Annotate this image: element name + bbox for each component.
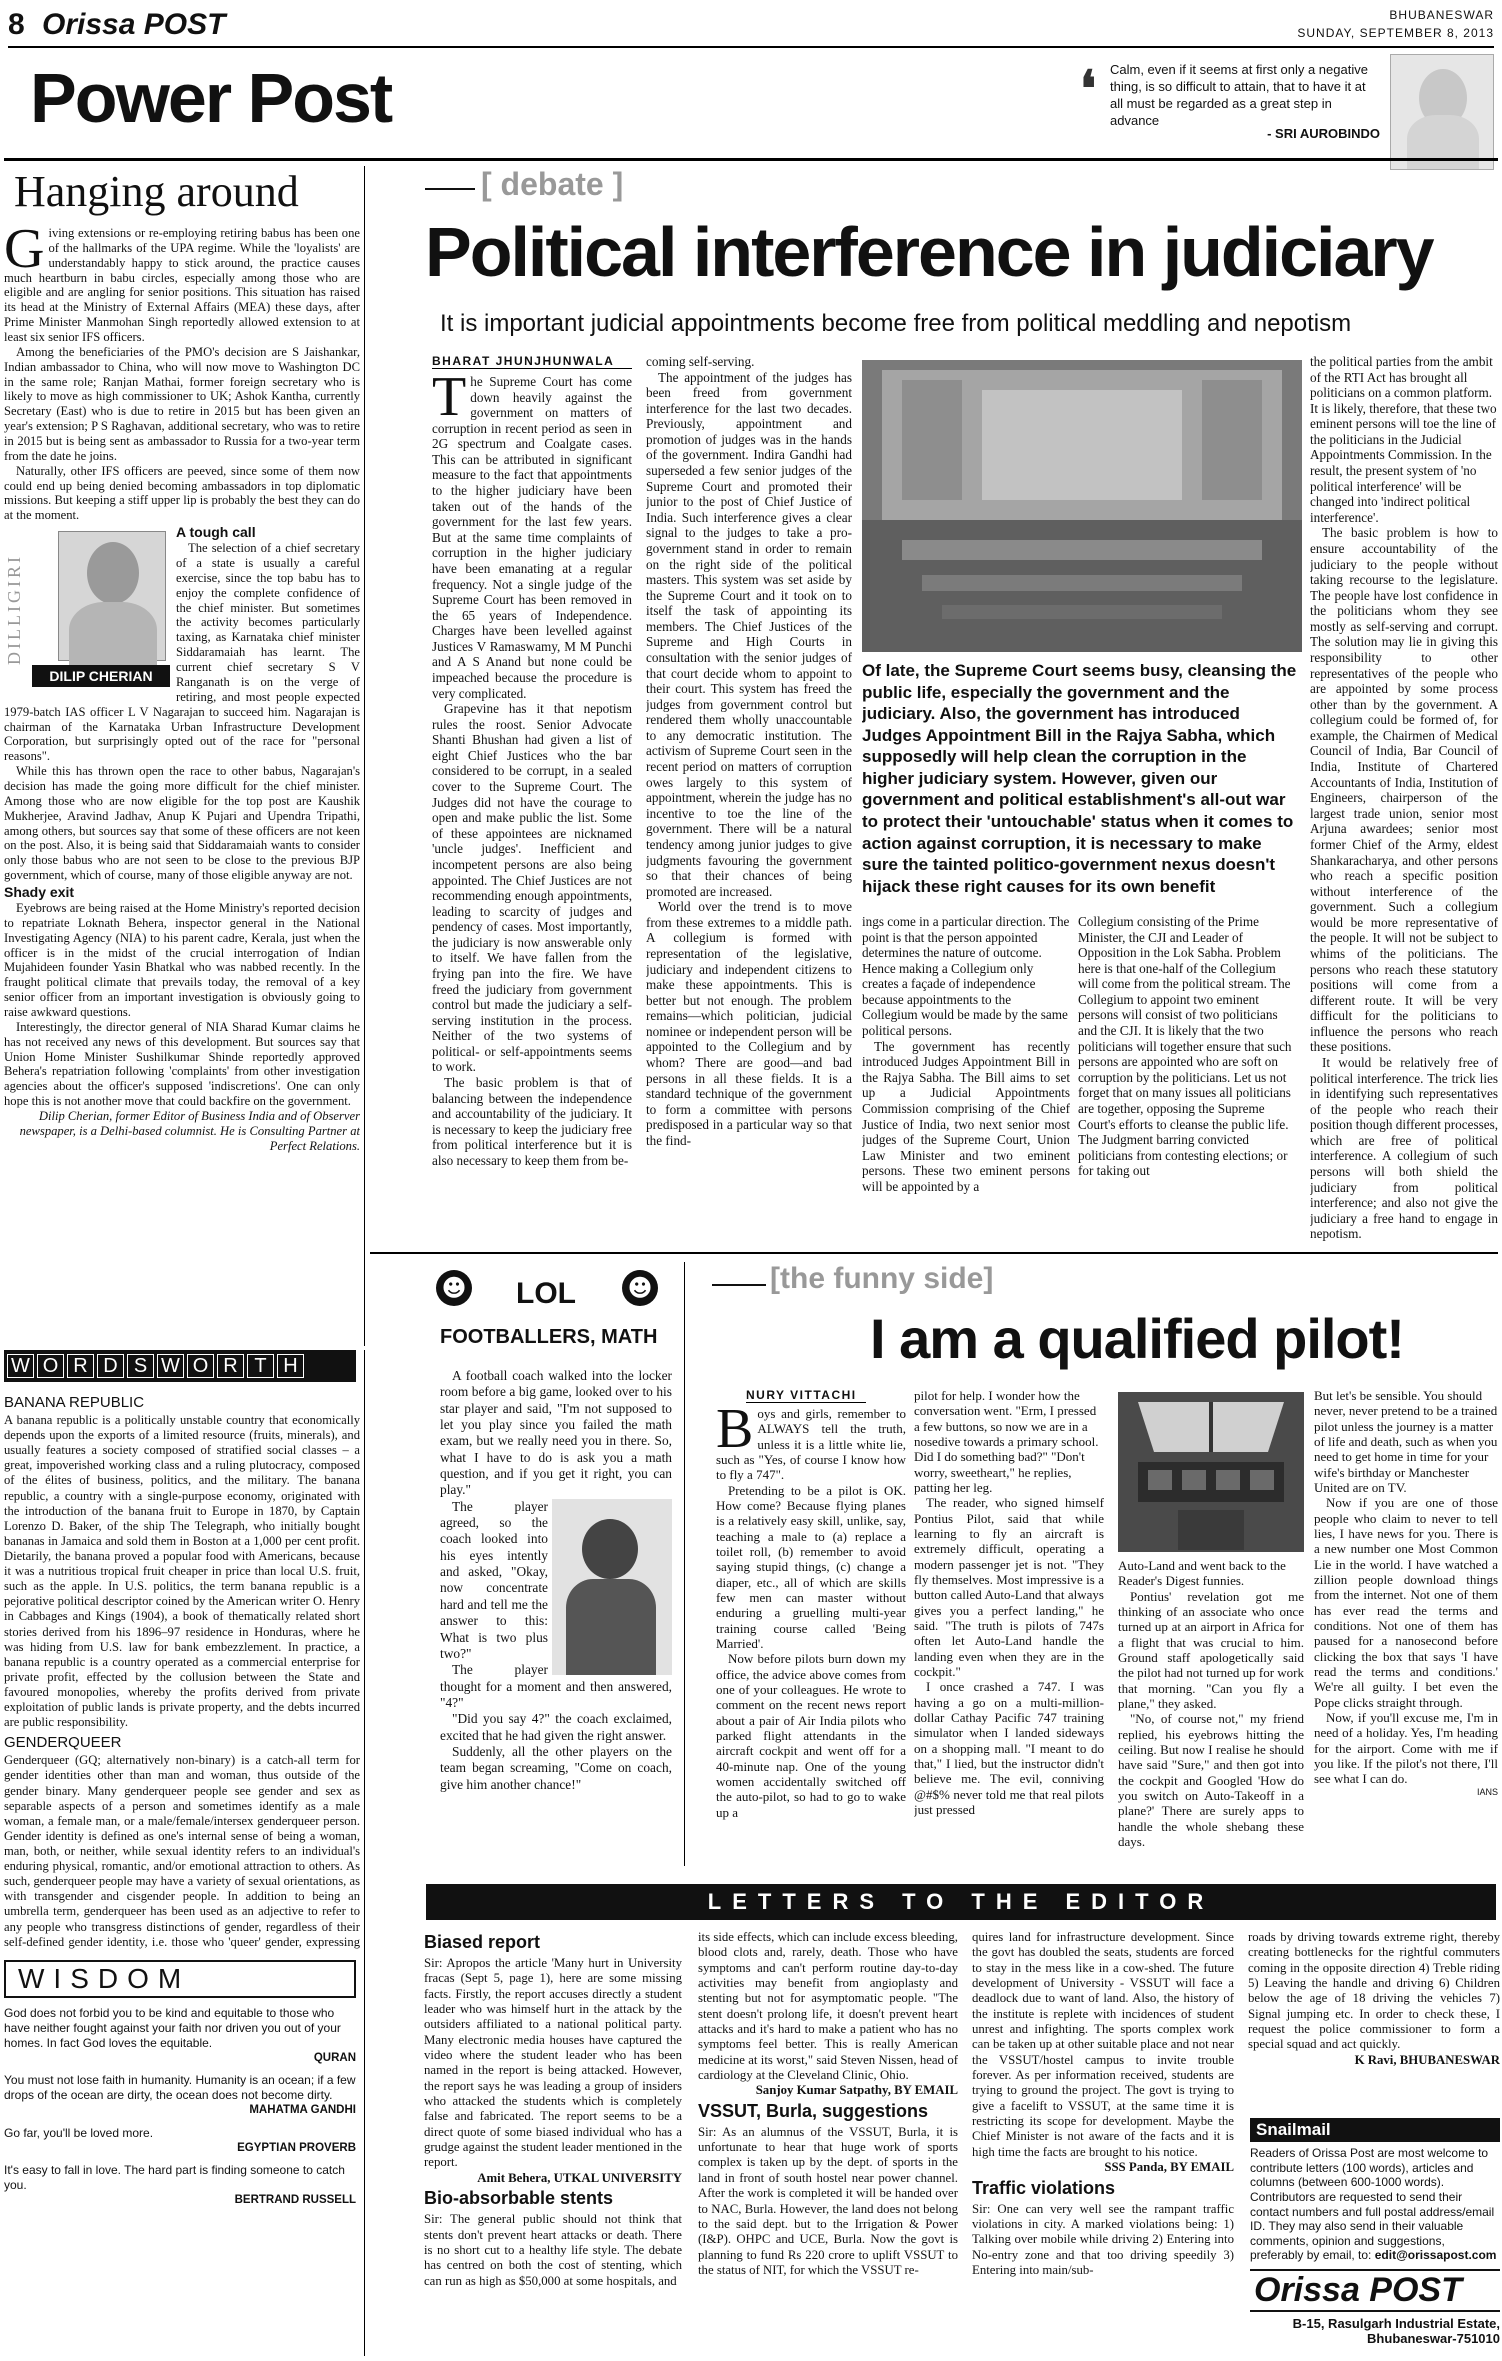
edition-date: SUNDAY, SEPTEMBER 8, 2013: [1297, 26, 1494, 40]
dropcap: B: [716, 1406, 754, 1460]
article-text: Collegium consisting of the Prime Minister, the CJI and Leader of Opposition in the Lok Sabha. Problem here is that one-half of the Collegium will come from the political stream. The Collegium to appoint two eminent persons will consist of two politicians and the CJI. It is likely that the two politicians will together ensure that such persons are appointed who are soft on corruption by the politicians. Let us not forget that on many issues all politicians are together, opposing the Supreme Court's efforts to cleanse the public life. The Judgment barring convicted politicians from contesting elections; or for taking out: [1078, 914, 1292, 1179]
article-paragraph: Pretending to be a pilot is OK. How come? Because flying planes is a relatively easy skill, unlike, say, teaching a male to (a) replace a toilet roll, (b) remember to avoid saying stupid things, (c) change a diaper, etc., all of which are skills few men can master without enduring a gruelling multi-year training course called 'Being Married'.: [716, 1482, 906, 1651]
article-text: pilot for help. I wonder how the conversation went. "Erm, I pressed a few buttons, so now we are in a nosedive towards a primary school. Did I do something bad?" "Don't worry, sweetheart," he replies, patting her leg.: [914, 1388, 1099, 1495]
letter-body: quires land for infrastructure development. Since the govt has doubled the seats, students are forced to stay in the mess like in a cow-shed. The future development of University - VSSUT will face a deadlock due to want of land. Also, the history of the institute is replete with incidences of student unrest and infighting. The sports complex work can be taken up at other suitable place and not near the VSSUT/hostel campus to invite trouble forever. As per information received, students are trying to ground the project. The govt is trying to give a facelift to VSSUT, at the same time it is restricting its scope for development. Maybe the Chief Minister is not aware of the facts and it is high time the facts are brought to his notice.: [972, 1930, 1234, 2159]
letter-body: roads by driving towards extreme right, thereby creating bottlenecks for the rightful commuters coming in the opposite direction 4) Treble riding 5) Leaving the handle and driving 6) Children below the age of 18 driving the vehicles 7) Signal jumping etc. In order to check these, I request the police commissioner to form a special squad and act quickly.: [1248, 1930, 1500, 2052]
banner-letter: T: [247, 1354, 274, 1378]
debate-column-2: [646, 354, 852, 1244]
letter-body: Sir: Apropos the article 'Many hurt in University fracas (Sept 5, page 1), here are some missing facts. Firstly, the report accuses directly a student leader who was himself hurt in the attack by the outsiders affiliated to a national political party. Many electronic media houses have captured the video where the student leader who has been named in the report is being attacked. However, the report says he was leading a group of insiders who attacked the students which is completely false and fabricated. The report seems to be a direct quote of some biased individual who has a grudge against the student leader mentioned in the report.: [424, 1956, 682, 2170]
banner-letter: R: [67, 1354, 94, 1378]
laughing-face-icon: ☻: [622, 1270, 658, 1306]
masthead-rule: [8, 46, 1494, 48]
article-paragraph: Interestingly, the director general of NIA Sharad Kumar claims he has not received any news of this development. But sources say that Union Home Minister Sushilkumar Shinde reportedly approved Behera's repatriation following 'complaints' from other investigation agencies about the officer's supposed 'indiscretions'. One can only hope this is not another move that could backfire on the government.: [4, 1019, 360, 1109]
edition-city: BHUBANESWAR: [1389, 8, 1494, 22]
joke-paragraph: Suddenly, all the other players on the team began screaming, "Come on coach, give him another chance!": [440, 1743, 672, 1792]
article-paragraph: While this has thrown open the race to other babus, Nagarajan's decision has made the going more difficult for the chief minister. Among those who are now eligible for the top post are Kaushik Mukherjee, Aravind Jadhav, Anup K Pujari and Upendra Tripathi, among others, but sources say that some of these officers are not keen on the post. Also, it is being said that Siddaramaiah wants to consider only those babus who are not seen to be close to the previous BJP government, which of course, many of those eligible anyway are not.: [4, 764, 360, 883]
debate-column-1: [432, 374, 632, 1244]
quote-text: It's easy to fall in love. The hard part is finding someone to catch you.: [4, 2163, 345, 2193]
article-paragraph: World over the trend is to move from these extremes to a middle path. A collegium is formed with representation of the legislative, judiciary and independent citizens to make these appointments. This is better but not enough. The problem remains—which politician, judicial nominee or independent person will be appointed to the Collegium and by whom? There are good—and bad persons in all these fields. It is a standard technique of the government to form a committee with persons predisposed in a particular way so that the find-: [646, 899, 852, 1148]
snailmail-email-link[interactable]: edit@orissapost.com: [1374, 2248, 1497, 2263]
page-number: 8: [8, 8, 25, 41]
article-text: ings come in a particular direction. The point is that the person appointed determines the nature of outcome. Hence making a Collegium only creates a façade of independence because appointments to the Collegium would be made by the same political persons.: [862, 914, 1070, 1039]
wordsworth-banner: [4, 1350, 356, 1382]
column-divider: [364, 166, 365, 1346]
letter-title: Traffic violations: [972, 2177, 1116, 2198]
wisdom-quote: [4, 2163, 356, 2207]
masthead-bar: [8, 6, 1494, 46]
debate-byline: BHARAT JHUNJHUNWALA: [432, 354, 632, 369]
wisdom-quote: [4, 2073, 356, 2117]
section-divider: [370, 1252, 1498, 1254]
banner-letter: W: [157, 1354, 184, 1378]
funny-side-byline: NURY VITTACHI: [746, 1388, 866, 1403]
letter-title: VSSUT, Burla, suggestions: [698, 2100, 929, 2121]
letter-signature: Amit Behera, UTKAL UNIVERSITY: [477, 2170, 682, 2185]
article-paragraph: The appointment of the judges has been freed from government interference for the last two decades. Previously, appointment and promotion of judges was in the hands of the government. Indira Gandhi had superseded a few senior judges of the Supreme Court and promoted their junior to the post of Chief Justice of India. Such interference gives a clear signal to the judges to take a pro-government stand in order to remain on the right side of the political masters. This system was set aside by the Supreme Court and it took on to itself the task of appointing its members. The Chief Justices of the Supreme and High Courts in consultation with the senior judges of that court decide whom to appoint to their court. This system has freed the judges from government control but rendered them wholly unaccountable to any democratic institution. The activism of Supreme Court seen in the recent period on matters of corruption owes largely to this system of appointment, wherein the judge has no incentive to toe the line of the government. There will be a natural tendency among junior judges to give judgments favouring the government so that their chances of being promoted are increased.: [646, 369, 852, 899]
term-definition: Genderqueer (GQ; alternatively non-binary) is a catch-all term for gender identities other than man and woman, thus outside of the gender binary. Many genderqueer people see gender and sex as separable aspects of a person and sometimes identify as a male woman, a female man, or a male/female/intersex genderqueer person. Gender identity is defined as one's internal sense of being a woman, man, both, or neither, while sexual identity refers to an individual's enduring physical, romantic, and/or emotional attraction to others. As such, genderqueer people may have a variety of sexual orientations, as with transgender and cisgender people. In addition to being an umbrella term, genderqueer has been used as an adjective to refer to any people who transgress distinctions of gender, regardless of their self-defined gender identity, i.e. those who 'queer' gender, expressing: [4, 1753, 360, 1949]
joke-paragraph: The player thought for a moment and then answered, "4?": [440, 1662, 672, 1710]
quote-text: God does not forbid you to be kind and equitable to those who have neither fought against your faith nor driven you out of your homes. In fact God loves the equitable.: [4, 2006, 341, 2050]
article-paragraph: I once crashed a 747. I was having a go on a multi-million-dollar Cathay Pacific 747 training simulator when I landed sideways on a shopping mall. "I meant to do that," I lied, but the instructor didn't believe me. The evil, conniving @#$% never told me that real pilots just pressed: [914, 1679, 1104, 1817]
funny-column-1: [716, 1406, 906, 1860]
banner-letter: H: [277, 1354, 304, 1378]
article-paragraph: The government has recently introduced Judges Appointment Bill in the Rajya Sabha. The Bill aims to set up a Judicial Appointments Commission comprising of the Chief Justice of India, two next senior most judges of the Supreme Court, Union Law Minister and two eminent persons. These two eminent persons will be appointed by a: [862, 1038, 1070, 1194]
article-paragraph: Among the beneficiaries of the PMO's decision are S Jaishankar, Indian ambassador to China, who will now move to Washington DC in the same role; Ranjan Mathai, former foreign secretary who is likely to move as high commissioner to UK; Ashok Kantha, currently Secretary (East) who is due to retire in 2015 but has been given an year's extension; P S Raghavan, additional secretary, who was to retire in 2015 but is being sent as ambassador to Russia for a two-year term from the date he joins.: [4, 344, 360, 463]
author-caption: DILIP CHERIAN: [32, 665, 170, 687]
header-divider: [4, 158, 1498, 161]
debate-column-3: [862, 914, 1070, 1244]
quote-mark-icon: ❛: [1080, 61, 1097, 117]
quote-author: - SRI AUROBINDO: [1267, 126, 1380, 141]
columnist-box: [4, 525, 170, 693]
supreme-court-photo: [862, 360, 1302, 652]
debate-deck: It is important judicial appointments become free from political meddling and nepotism: [440, 310, 1352, 337]
article-text: coming self-serving.: [646, 354, 755, 369]
quote-source: EGYPTIAN PROVERB: [237, 2141, 356, 2154]
snailmail-text: [1250, 2146, 1500, 2263]
paper-name: Orissa POST: [42, 8, 226, 41]
debate-column-4: [1078, 914, 1294, 1244]
joke-paragraph: The player agreed, so the coach looked into his eyes intently and asked, "Okay, now concentrate hard and tell me the answer to this: What is two plus two?": [440, 1498, 548, 1661]
banner-letter: O: [37, 1354, 64, 1378]
article-paragraph: Now, if you'll excuse me, I'm in need of a holiday. Yes, I'm heading for the airport. Come with me if you like. If the pilot's not there, I'll see what I can do.: [1314, 1709, 1498, 1787]
hanging-around-title: Hanging around: [14, 167, 299, 216]
lol-banner: [426, 1264, 668, 1324]
term-heading: GENDERQUEER: [4, 1734, 122, 1752]
snailmail-box: [1250, 2118, 1500, 2358]
quote-text: You must not lose faith in humanity. Humanity is an ocean; if a few drops of the ocean are dirty, the ocean does not become dirty.: [4, 2073, 356, 2103]
tag-rule: [425, 188, 475, 190]
letter-body: its side effects, which can include excess bleeding, blood clots and, rarely, death. Those who have symptoms and can't perform routine day-to-day activities may benefit from angioplasty and stenting but not for asymptomatic people. "The stent doesn't prolong life, it doesn't prevent heart attacks and it's hard to make a patient who has no symptoms feel better. This is really American medicine at its worst," said Steven Nissen, head of cardiology at the Cleveland Clinic, Ohio.: [698, 1930, 958, 2083]
funny-side-label: [the funny side]: [770, 1262, 994, 1295]
snailmail-body: Readers of Orissa Post are most welcome to contribute letters (100 words), articles and columns (between 600-1000 words). Contributors are requested to send their contact numbers and full postal address/email ID. They may also send in their valuable comments, opinion and suggestions, preferably by email, to:: [1250, 2146, 1495, 2263]
letter-body: Sir: As an alumnus of the VSSUT, Burla, it is unfortunate to hear that huge work of sports complex is taken up by the dept. of sports in the land in front of south hostel near power channel. After the work is completed it will be handed over to NAC, Burla. However, the land does not belong to the said dept. but to the Irrigation & Power (I&P). OHPC and UCE, Burla. Now the govt is planning to fund Rs 220 crore to uplift VSSUT to the status of NIT, for which the VSSUT re-: [698, 2124, 958, 2277]
letter-body: Sir: One can very well see the rampant traffic violations in city. A marked violations being: 1) Talking over mobile while driving 2) Entering into No-entry zone and that too driving speedily 3) Entering into main/sub-: [972, 2201, 1234, 2277]
article-paragraph: The basic problem is how to ensure accountability of the judiciary to the people without taking recourse to the legislature. The people have lost confidence in the politicians whom they see mostly as self-serving and corrupt. The solution may lie in giving this responsibility to other representatives of the people who are appointed by some process other than by the government. A collegium could be formed of, for example, the Chairmen of Medical Council of India, Bar Council of India, Institute of Chartered Accountants of India, Institution of Engineers, chairperson of the largest trade union, senior most Arjuna awardees; senior most former Chief of the Army, eldest Shankaracharya, and other persons who reach a specific position without interference of the government. Such a collegium would be more representative of the people. It will not be subject to whims of the politicians. The persons who reach these statutory positions will come from a different route. It will be very difficult for the politicians to influence the persons who reach these positions.: [1310, 525, 1498, 1055]
photo-caption: Of late, the Supreme Court seems busy, cleansing the public life, especially the government and the judiciary. Also, the government has introduced Judges Appointment Bill in the Rajya Sabha, which supposedly will help clean the corruption in the higher judiciary system. However, given our government and political establishment's all-out war to protect their 'untouchable' status when it comes to action against corruption, it is necessary to make sure the tainted politico-government nexus doesn't hijack these right causes for its own benefit: [862, 661, 1297, 896]
letters-column-3: [972, 1930, 1234, 2358]
letter-signature: K Ravi, BHUBANESWAR: [1354, 2052, 1500, 2067]
lol-title: FOOTBALLERS, MATH: [440, 1326, 658, 1348]
wisdom-corner-title: WISDOM: [4, 1960, 356, 1998]
author-credit: Dilip Cherian, former Editor of Business India and of Observer newspaper, is a Delhi-based columnist. He is Consulting Partner at Perfect Relations.: [19, 1108, 360, 1153]
funny-side-headline: I am a qualified pilot!: [870, 1307, 1404, 1370]
funny-side-tag: [712, 1260, 1092, 1306]
article-paragraph: The reader, who signed himself Pontius Pilot, said that while learning to fly an aircraft is extremely difficult, operating a modern passenger jet is not. "They fly themselves. Most impressive is a button called Auto-Land that always gives you a perfect landing," he said. "The truth is pilots of 747s often let Auto-Land handle the landing even when they are in the cockpit.": [914, 1495, 1104, 1679]
article-paragraph: iving extensions or re-employing retiring babus has been one of the hallmarks of the UPA regime. While the 'loyalists' are understandably happy to stick around, the practice causes much heartburn in babu circles, especially among those who are eligible and are angling for senior positions. This situation has raised its head at the Ministry of External Affairs (MEA) these days, after Prime Minister Manmohan Singh reportedly allowed extension to at least six senior IFS officers.: [4, 226, 360, 345]
cockpit-photo: [1118, 1392, 1304, 1552]
column-divider: [684, 1262, 685, 1866]
article-text: Auto-Land and went back to the Reader's Digest funnies.: [1118, 1558, 1286, 1589]
article-paragraph: Pontius' revelation got me thinking of an associate who once turned up at an airport in Africa for a flight that was crucial to him. Ground staff apologetically said the pilot had not turned up for work that morning. "Can you fly a plane," they asked.: [1118, 1588, 1304, 1711]
joke-paragraph: A football coach walked into the locker room before a big game, looked over to his star player and said, "I'm not supposed to let you play since you failed the math exam, but we really need you in there. So, what I have to do is ask you a math question, and if you get it right, you can play.": [440, 1368, 672, 1498]
lol-joke: [440, 1368, 672, 1858]
banner-letter: W: [7, 1354, 34, 1378]
article-paragraph: Eyebrows are being raised at the Home Ministry's reported decision to repatriate Loknath Behera, inspector general in the National Investigating Agency (NIA) to his parent cadre, Kerala, just when the officer is in the midst of the crucial interrogation of Indian Mujahideen founder Yasin Bhatkal who was nabbed recently. In the fraught political climate that prevails today, the removal of a key senior officer from an important investigation is obviously going to raise awkward questions.: [4, 900, 360, 1019]
letters-column-2: [698, 1930, 958, 2358]
wisdom-quote: [4, 2126, 356, 2155]
wordsworth-body: [4, 1390, 360, 1950]
quote-source: QURAN: [313, 2052, 356, 2064]
lol-label: LOL: [516, 1277, 576, 1310]
debate-tag: [425, 166, 825, 212]
wisdom-quote: [4, 2006, 356, 2065]
funny-column-3: [1118, 1558, 1304, 1860]
subheading: Shady exit: [4, 883, 75, 900]
article-paragraph: It would be relatively free of political interference. The trick lies in identifying such representatives of the people who reach their position though different processes, which are free of political interference. A collegium of such persons will both shield the judiciary from political interference; and also not give the judiciary a free hand to engage in nepotism.: [1310, 1055, 1498, 1242]
letter-signature: SSS Panda, BY EMAIL: [1104, 2160, 1234, 2175]
column-name: DILLIGIRI: [4, 554, 24, 666]
quote-box: [1080, 60, 1380, 160]
tag-rule: [712, 1284, 766, 1286]
quote-text: Calm, even if it seems at first only a negative thing, is so difficult to attain, that to have it at all must be regarded as a great step in advance: [1110, 62, 1368, 128]
letter-body: Sir: The general public should not think that stents don't prevent heart attacks or death. There is no short cut to a healthy life style. The debate has centred on both the cost of stenting, which can run as high as $50,000 at some hospitals, and: [424, 2212, 682, 2288]
dropcap: G: [4, 226, 45, 280]
cartoon-image: [552, 1499, 672, 1675]
funny-column-2: [914, 1388, 1104, 1860]
article-paragraph: Now if you are one of those people who claim to never to tell lies, I have news for you. There is a new number one Most Common Lie in the world. I have watched a zillion people download things from the internet. Not one of them has ever read the terms and conditions. Not one of them has paused for a nanosecond before clicking the box that says 'I have read the terms and conditions.' We're all guilty. I bet even the Pope clicks straight through.: [1314, 1495, 1498, 1710]
banner-letter: R: [217, 1354, 244, 1378]
debate-tag-text: debate: [500, 166, 604, 202]
paper-logo: Orissa POST: [1250, 2269, 1500, 2312]
article-text: he Supreme Court has come down heavily against the government on matters of corruption in recent period as seen in 2G spectrum and Coalgate cases. This can be attributed in significant measure to the fact that appointments to the higher judiciary have been taken out of the hands of the government for the last few years. But at the same time complaints of corruption in the higher judiciary have been emanating at a regular frequency. Not a single judge of the Supreme Court has been removed in the 65 years of Independence. Charges have been levelled against Justices V Ramaswamy, M M Punchi and A S Anand but none could be impeached because the procedure is very complicated.: [432, 374, 632, 701]
agency-credit: IANS: [1476, 1786, 1498, 1797]
term-definition: A banana republic is a politically unstable country that economically depends upon the exports of a limited resource (fruits, minerals), and usually features a society composed of stratified social classes – a great, impoverished working class and a ruling plutocracy, composed of the élites of business, politics, and the military. The banana republic, a country with a single-purpose economy, originated with the introduction of the banana fruit to Europe in 1870, by Captain Lorenzo D. Baker, of the ship The Telegraph, who initially bought bananas in Jamaica and sold them in Boston at a 1,000 per cent profit. Dietarily, the banana proved a popular food with Americans, because it was a nutritious tropical fruit cheaper in price than local U.S. fruit, such as the apple. In U.S. politics, the term banana republic is a pejorative political descriptor coined by the American writer O. Henry in Cabbages and Kings (1904), a book of thematically related short stories derived from his 1896–97 residence in Honduras, where he was hiding from U.S. law for bank embezzlement. In practice, a banana republic is a country operated as a commercial enterprise for private profit, effected by the collusion between the State and favoured monopolies, whereby the profits derived from private exploitation of public lands is private property, and the debts incurred are public responsibility.: [4, 1413, 360, 1730]
debate-label: [ debate ]: [481, 166, 624, 202]
quote-text: Go far, you'll be loved more.: [4, 2125, 154, 2140]
paper-address: B-15, Rasulgarh Industrial Estate, Bhubaneswar-751010: [1292, 2316, 1500, 2346]
article-paragraph: Naturally, other IFS officers are peeved, since some of them now could end up being denied becoming ambassadors in top diplomatic missions. But keeping a stiff upper lip is probably the best they can do at the moment.: [4, 463, 360, 523]
snailmail-title: Snailmail: [1250, 2118, 1500, 2142]
article-text: the political parties from the ambit of the RTI Act has brought all politicians on a common platform. It is likely, therefore, that these two eminent persons will toe the line of the politicians in the Judicial Appointments Commission. In the result, the present system of 'no political interference' will be changed into 'indirect political interference'.: [1310, 354, 1497, 525]
funny-column-4: [1314, 1388, 1498, 1860]
letter-signature: Sanjoy Kumar Satpathy, BY EMAIL: [755, 2083, 958, 2098]
letters-column-4: [1248, 1930, 1500, 2116]
letters-column-1: [424, 1930, 682, 2358]
banner-letter: D: [97, 1354, 124, 1378]
banner-letter: S: [127, 1354, 154, 1378]
banner-letter: O: [187, 1354, 214, 1378]
debate-column-5: [1310, 354, 1498, 1244]
letters-banner: LETTERS TO THE EDITOR: [426, 1884, 1496, 1920]
quote-source: BERTRAND RUSSELL: [234, 2194, 356, 2207]
funny-side-tag-text: the funny side: [780, 1262, 984, 1295]
joke-paragraph: "Did you say 4?" the coach exclaimed, excited that he had given the right answer.: [440, 1711, 672, 1743]
column-divider: [364, 1350, 365, 2356]
article-paragraph: The basic problem is that of balancing between the independence and accountability of the judiciary. It is necessary to keep the judiciary free from political interference but it is also necessary to keep them from be-: [432, 1075, 632, 1168]
dropcap: T: [432, 374, 467, 428]
article-text: oys and girls, remember to ALWAYS tell the truth, unless it is a little white lie, such as "Yes, of course I know how to fly a 747".: [716, 1406, 906, 1483]
article-paragraph: Grapevine has it that nepotism rules the roost. Senior Advocate Shanti Bhushan had given a list of eight Chief Justices who the bar considered to be corrupt, in a sealed cover to the Supreme Court. The Judges did not have the courage to open and make public the list. Some of these appointees are nicknamed 'uncle judges'. Inefficient and incompetent persons are also being appointed. The Chief Justices are not recommending enough appointments, leading to scarcity of judges and pendency of cases. Most importantly, the judiciary is now answerable only to itself. We have fallen from the frying pan into the fire. We have freed the judiciary from government control but made the judiciary a self-serving institution in the process. Neither of the two systems of political- or self-appointments seems to work.: [432, 701, 632, 1075]
subheading: A tough call: [176, 524, 256, 541]
quote-source: MAHATMA GANDHI: [249, 2104, 356, 2117]
debate-headline: Political interference in judiciary: [425, 213, 1433, 291]
article-paragraph: "No, of course not," my friend replied, his eyebrows hitting the ceiling. But now I realise he should have said "Sure," and then got into the cockpit and Googled 'How do you switch on Auto-Takeoff in a plane?' There are surely apps to handle the whole shebang these days.: [1118, 1711, 1304, 1849]
article-paragraph: Now before pilots burn down my office, the advice above comes from one of your colleagues. He wrote to comment on the recent news report about a pair of Air India pilots who parked flight attendants in the aircraft cockpit and went off for a 40-minute nap. One of the young women accidentally switched off the auto-pilot, so had to go to wake up a: [716, 1651, 906, 1820]
section-title: Power Post: [30, 59, 392, 137]
author-photo: [58, 531, 166, 661]
hanging-around-article: [4, 226, 360, 1346]
letter-title: Bio-absorbable stents: [424, 2188, 614, 2209]
aurobindo-portrait: [1390, 54, 1494, 170]
letter-title: Biased report: [424, 1932, 541, 1952]
laughing-face-icon: ☻: [436, 1270, 472, 1306]
wisdom-corner-quotes: [4, 2006, 356, 2356]
article-paragraph: The selection of a chief secretary of a state is usually a careful exercise, since the top babu has to enjoy the complete confidence of the chief minister. But sometimes the activity becomes particularly taxing, as Karnataka chief minister Siddaramaiah has learnt. The current chief secretary S V Ranganath is on the verge of retiring, and most people expected 1979-batch IAS officer L V Nagarajan to succeed him. Nagarajan is chairman of the Karnataka Urban Infrastructure Development Corporation, but surprisingly opted out of the race for "personal reasons".: [4, 541, 360, 764]
term-heading: BANANA REPUBLIC: [4, 1394, 145, 1411]
article-text: But let's be sensible. You should never, never pretend to be a trained pilot unless the journey is a matter of life and death, such as when you need to get home in time for your wife's birthday or Manchester United are on TV.: [1314, 1388, 1498, 1495]
